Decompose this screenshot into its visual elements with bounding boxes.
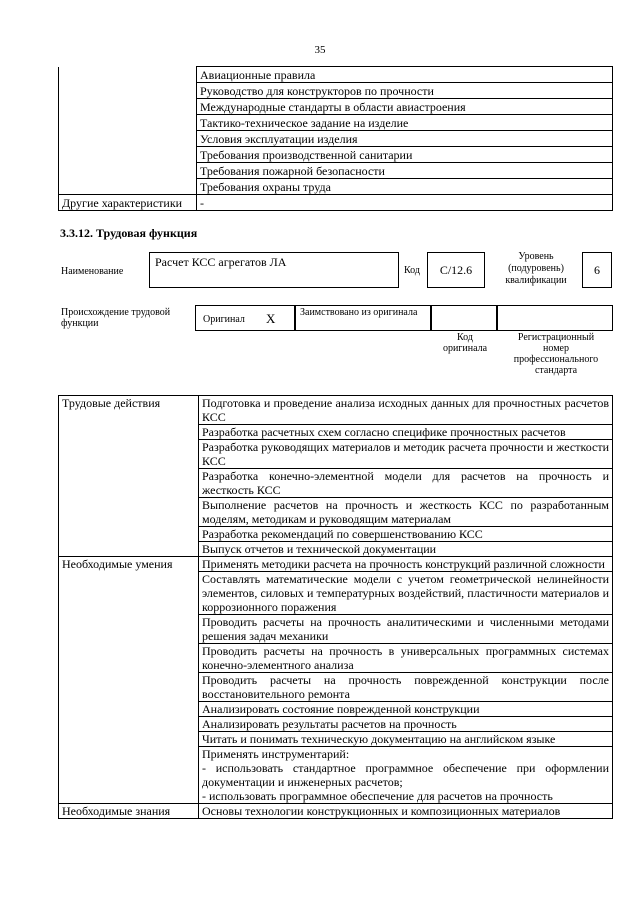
action-item: Разработка рекомендаций по совершенствованию КСС bbox=[199, 527, 613, 542]
code-value: C/12.6 bbox=[439, 263, 473, 277]
borrowed-box bbox=[295, 305, 431, 331]
action-item: Разработка руководящих материалов и методик расчета прочности и жесткости КСС bbox=[199, 440, 613, 469]
tools-line: - использовать стандартное программное обеспечение при оформлении документации и инженерных расчетов; bbox=[202, 761, 609, 789]
skill-item: Проводить расчеты на прочность поврежденной конструкции после восстановительного ремонта bbox=[199, 673, 613, 702]
section-heading: 3.3.12. Трудовая функция bbox=[60, 226, 198, 240]
reg-number-label: Регистрационный номер профессионального стандарта bbox=[513, 332, 599, 376]
actions-label: Трудовые действия bbox=[59, 396, 199, 557]
level-label: Уровень (подуровень) квалификации bbox=[505, 251, 567, 286]
requirement-item: Руководство для конструкторов по прочности bbox=[197, 83, 613, 99]
skill-item-tools bbox=[199, 747, 613, 804]
name-value-box bbox=[149, 252, 399, 288]
origin-code-box bbox=[431, 305, 497, 331]
original-mark: X bbox=[266, 311, 276, 326]
name-label: Наименование bbox=[61, 266, 124, 277]
original-label: Оригинал bbox=[203, 314, 245, 325]
requirements-table bbox=[58, 66, 613, 211]
requirement-item: Требования охраны труда bbox=[197, 179, 613, 195]
labor-function-table bbox=[58, 395, 613, 819]
skill-item: Анализировать состояние поврежденной конструкции bbox=[199, 702, 613, 717]
tools-intro: Применять инструментарий: bbox=[202, 747, 350, 761]
original-box bbox=[195, 305, 295, 331]
name-value: Расчет КСС агрегатов ЛА bbox=[155, 255, 287, 269]
other-characteristics-value: - bbox=[197, 195, 613, 211]
skill-item: Применять методики расчета на прочность конструкций различной сложности bbox=[199, 557, 613, 572]
code-label: Код bbox=[404, 265, 420, 276]
knowledge-label: Необходимые знания bbox=[59, 804, 199, 819]
skill-item: Проводить расчеты на прочность в универсальных программных системах конечно-элементного анализа bbox=[199, 644, 613, 673]
empty-category-cell bbox=[59, 67, 197, 195]
other-characteristics-label: Другие характеристики bbox=[59, 195, 197, 211]
action-item: Разработка конечно-элементной модели для расчетов на прочность и жесткость КСС bbox=[199, 469, 613, 498]
tools-line: - использовать программное обеспечение для расчетов на прочность bbox=[202, 789, 553, 803]
level-value-box bbox=[582, 252, 612, 288]
action-item: Выпуск отчетов и технической документации bbox=[199, 542, 613, 557]
skill-item: Составлять математические модели с учетом геометрической нелинейности элементов, силовых и температурных воздействий, пластичности материалов и коррозионного поражения bbox=[199, 572, 613, 615]
action-item: Подготовка и проведение анализа исходных данных для прочностных расчетов КСС bbox=[199, 396, 613, 425]
requirement-item: Международные стандарты в области авиастроения bbox=[197, 99, 613, 115]
skill-item: Проводить расчеты на прочность аналитическими и численными методами решения задач механики bbox=[199, 615, 613, 644]
reg-number-box bbox=[497, 305, 613, 331]
borrowed-label: Заимствовано из оригинала bbox=[300, 307, 418, 318]
origin-code-label: Код оригинала bbox=[442, 332, 488, 354]
requirement-item: Условия эксплуатации изделия bbox=[197, 131, 613, 147]
requirement-item: Требования производственной санитарии bbox=[197, 147, 613, 163]
action-item: Разработка расчетных схем согласно специфике прочностных расчетов bbox=[199, 425, 613, 440]
requirement-item: Требования пожарной безопасности bbox=[197, 163, 613, 179]
page-number: 35 bbox=[314, 44, 326, 56]
skill-item: Анализировать результаты расчетов на прочность bbox=[199, 717, 613, 732]
skills-label: Необходимые умения bbox=[59, 557, 199, 804]
knowledge-item: Основы технологии конструкционных и композиционных материалов bbox=[199, 804, 613, 819]
skill-item: Читать и понимать техническую документацию на английском языке bbox=[199, 732, 613, 747]
action-item: Выполнение расчетов на прочность и жесткость КСС по разработанным моделям, методикам и руководящим материалам bbox=[199, 498, 613, 527]
code-value-box bbox=[427, 252, 485, 288]
requirement-item: Тактико-техническое задание на изделие bbox=[197, 115, 613, 131]
level-value: 6 bbox=[594, 263, 600, 277]
requirement-item: Авиационные правила bbox=[197, 67, 613, 83]
origin-label: Происхождение трудовой функции bbox=[61, 307, 171, 329]
